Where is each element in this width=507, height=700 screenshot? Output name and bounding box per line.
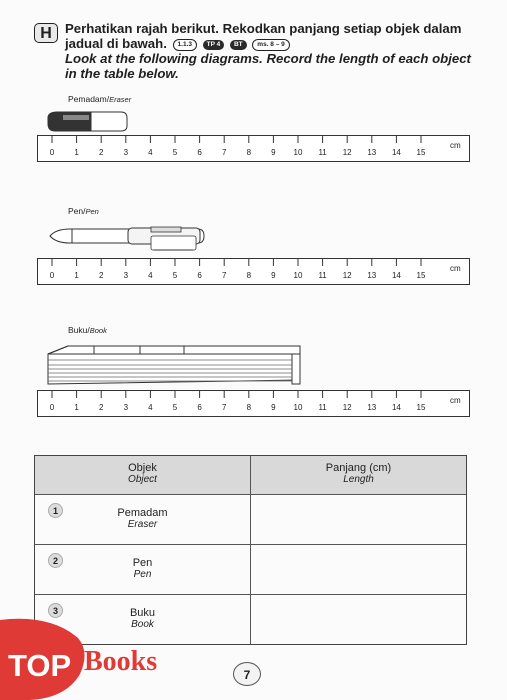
svg-text:TOP: TOP — [8, 648, 72, 683]
length-answer-cell[interactable] — [251, 545, 466, 594]
table-row — [35, 494, 466, 544]
ruler-number: 5 — [172, 403, 178, 412]
ruler-eraser — [37, 135, 470, 162]
ruler-number: 2 — [98, 403, 104, 412]
eraser-illustration — [45, 109, 130, 133]
ruler-number: 11 — [318, 271, 327, 280]
ruler-number: 9 — [271, 148, 276, 157]
tag-bt: BT — [230, 40, 247, 50]
length-answer-cell[interactable] — [251, 595, 466, 644]
ruler-number: 3 — [123, 271, 129, 280]
ruler-number: 11 — [318, 403, 327, 412]
ruler-number: 4 — [148, 271, 153, 280]
ruler-number: 3 — [123, 403, 129, 412]
ruler-number: 10 — [293, 403, 303, 412]
ruler-number: 1 — [74, 271, 79, 280]
ruler-number: 7 — [221, 271, 227, 280]
ruler-number: 15 — [416, 148, 426, 157]
ruler-number: 13 — [367, 403, 377, 412]
topbooks-logo — [0, 618, 185, 700]
row-number-badge: 3 — [48, 603, 63, 618]
ruler-number: 0 — [49, 271, 55, 280]
ruler-number: 9 — [271, 271, 276, 280]
tag-tp: TP 4 — [203, 40, 225, 50]
instruction-text — [65, 21, 484, 81]
pen-label: Pen/Pen — [68, 206, 99, 216]
tag-standard: 1.1.3 — [173, 39, 197, 51]
question-header — [34, 21, 484, 81]
ruler-number: 0 — [49, 403, 55, 412]
ruler-number: 12 — [342, 148, 352, 157]
ruler-number: 2 — [98, 148, 104, 157]
book-label: Buku/Book — [68, 325, 107, 335]
length-answer-cell[interactable] — [251, 495, 466, 544]
header-object: Objek Object — [35, 456, 251, 494]
question-letter-badge: H — [34, 23, 58, 43]
ruler-number: 10 — [293, 271, 303, 280]
ruler-number: 14 — [391, 148, 401, 157]
row-number-badge: 2 — [48, 553, 63, 568]
ruler-number: 11 — [318, 148, 327, 157]
ruler-number: 12 — [342, 271, 352, 280]
ruler-number: 7 — [221, 148, 227, 157]
ruler-number: 8 — [246, 148, 252, 157]
ruler-number: 14 — [391, 403, 401, 412]
ruler-number: 6 — [197, 148, 202, 157]
ruler-pen — [37, 258, 470, 285]
ruler-number: 13 — [367, 148, 377, 157]
ruler-number: 13 — [367, 271, 377, 280]
ruler-number: 8 — [246, 403, 252, 412]
instruction-malay: Perhatikan rajah berikut. Rekodkan panjang setiap objek dalam jadual di bawah. — [65, 21, 462, 51]
ruler-number: 10 — [293, 148, 303, 157]
header-length: Panjang (cm) Length — [325, 462, 392, 485]
ruler-unit: cm — [450, 141, 461, 150]
ruler-number: 9 — [271, 403, 276, 412]
ruler-number: 4 — [148, 148, 153, 157]
table-row — [35, 544, 466, 594]
ruler-unit: cm — [450, 264, 461, 273]
table-header-row — [35, 456, 466, 494]
row-number-badge: 1 — [48, 503, 63, 518]
tag-pages: ms. 8 – 9 — [252, 39, 289, 51]
ruler-number: 3 — [123, 148, 129, 157]
ruler-book — [37, 390, 470, 417]
ruler-number: 7 — [221, 403, 227, 412]
instruction-english: Look at the following diagrams. Record the length of each object in the table below. — [65, 51, 471, 81]
ruler-number: 1 — [74, 403, 79, 412]
ruler-number: 12 — [342, 403, 352, 412]
object-cell: 1 Pemadam Eraser — [35, 495, 251, 544]
ruler-number: 14 — [391, 271, 401, 280]
ruler-number: 15 — [416, 403, 426, 412]
ruler-number: 5 — [172, 148, 178, 157]
ruler-number: 6 — [197, 271, 202, 280]
eraser-label: Pemadam/Eraser — [68, 94, 132, 104]
svg-text:Books: Books — [84, 646, 158, 677]
ruler-number: 5 — [172, 271, 178, 280]
ruler-number: 15 — [416, 271, 426, 280]
ruler-number: 0 — [49, 148, 55, 157]
ruler-number: 1 — [74, 148, 79, 157]
length-table — [34, 455, 467, 645]
ruler-number: 2 — [98, 271, 104, 280]
ruler-number: 4 — [148, 403, 153, 412]
object-cell: 3 Buku Book — [35, 595, 251, 644]
pen-illustration — [48, 223, 208, 253]
page-number: 7 — [233, 662, 261, 686]
ruler-number: 6 — [197, 403, 202, 412]
ruler-number: 8 — [246, 271, 252, 280]
object-cell: 2 Pen Pen — [35, 545, 251, 594]
book-illustration — [44, 340, 306, 388]
ruler-unit: cm — [450, 396, 461, 405]
